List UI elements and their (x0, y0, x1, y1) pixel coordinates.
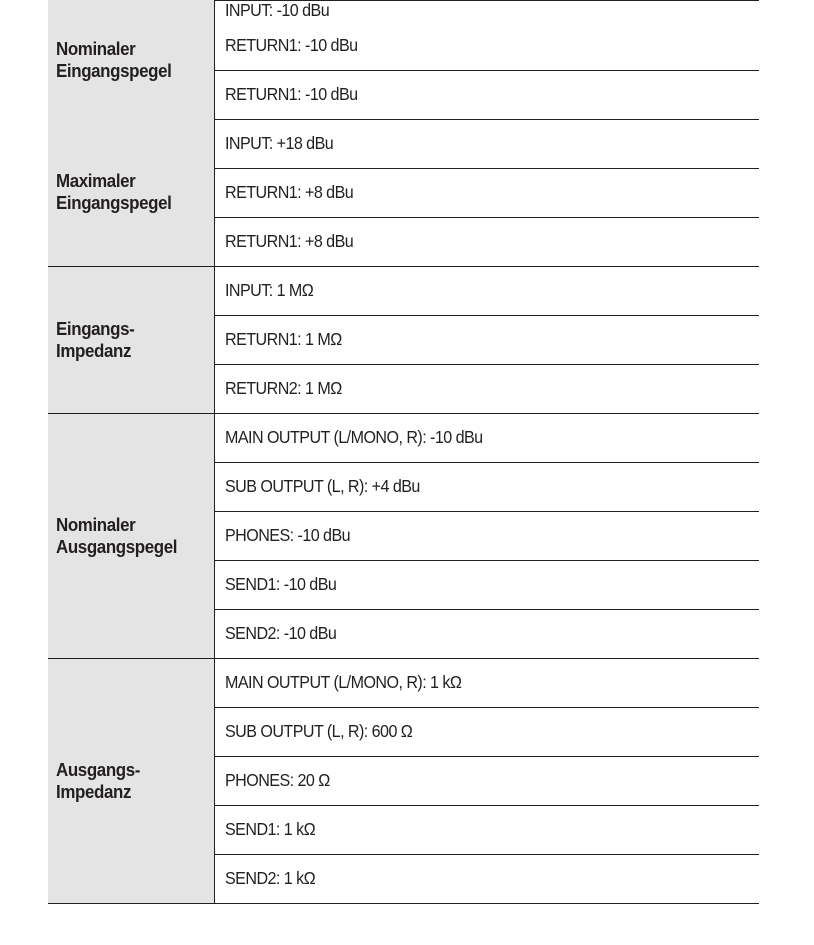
spec-value-cell (214, 119, 759, 168)
spec-value: MAIN OUTPUT (L/MONO, R): 1 kΩ (224, 672, 461, 692)
spec-value-cell (214, 364, 759, 413)
spec-value: SEND2: -10 dBu (224, 623, 336, 643)
spec-value: RETURN1: +8 dBu (224, 231, 353, 251)
spec-value-cell (214, 511, 759, 560)
spec-table (48, 0, 759, 904)
spec-group-label-text: Ausgangs- Impedanz (56, 759, 141, 802)
spec-value: INPUT: +18 dBu (224, 133, 333, 153)
spec-value: RETURN1: -10 dBu (224, 34, 358, 55)
spec-value-cell (214, 462, 759, 511)
spec-value-cell (214, 413, 759, 462)
spec-value-cell (214, 707, 759, 756)
spec-group-label (48, 266, 214, 413)
spec-value-cell (214, 266, 759, 315)
spec-value-cell (214, 21, 759, 70)
spec-value: SEND1: -10 dBu (224, 574, 336, 594)
spec-value-cell (214, 0, 759, 21)
spec-group-label (48, 119, 214, 266)
spec-group-label-text: Nominaler Ausgangspegel (56, 514, 178, 557)
spec-value: SEND2: 1 kΩ (224, 868, 315, 888)
spec-value: INPUT: 1 MΩ (224, 280, 313, 300)
table-row (48, 119, 759, 168)
spec-value-cell (214, 560, 759, 609)
spec-value-cell (214, 217, 759, 266)
spec-value-cell (214, 756, 759, 805)
spec-value-cell (214, 805, 759, 854)
spec-value: RETURN1: 1 MΩ (224, 329, 342, 349)
table-row (48, 0, 759, 21)
spec-value: PHONES: -10 dBu (224, 525, 350, 545)
spec-value: RETURN1: -10 dBu (224, 84, 358, 104)
table-row (48, 266, 759, 315)
table-row (48, 413, 759, 462)
spec-group-label-text: Nominaler Eingangspegel (56, 38, 172, 81)
spec-value-cell (214, 854, 759, 903)
spec-value: RETURN1: +8 dBu (224, 182, 353, 202)
spec-value-cell (214, 609, 759, 658)
table-row (48, 658, 759, 707)
spec-value: MAIN OUTPUT (L/MONO, R): -10 dBu (224, 427, 483, 447)
spec-value: SUB OUTPUT (L, R): 600 Ω (224, 721, 412, 741)
spec-group-label-text: Maximaler Eingangspegel (56, 171, 172, 214)
spec-value: RETURN2: 1 MΩ (224, 378, 342, 398)
spec-value: SEND1: 1 kΩ (224, 819, 315, 839)
spec-group-label-text: Eingangs- Impedanz (56, 318, 135, 361)
spec-value: PHONES: 20 Ω (224, 770, 330, 790)
spec-value: INPUT: -10 dBu (224, 0, 329, 20)
spec-group-label (48, 658, 214, 903)
spec-group-label (48, 413, 214, 658)
spec-value-cell (214, 658, 759, 707)
spec-value-cell (214, 70, 759, 119)
spec-value-cell (214, 315, 759, 364)
spec-value-cell (214, 168, 759, 217)
spec-value: SUB OUTPUT (L, R): +4 dBu (224, 476, 420, 496)
spec-group-label (48, 0, 214, 119)
